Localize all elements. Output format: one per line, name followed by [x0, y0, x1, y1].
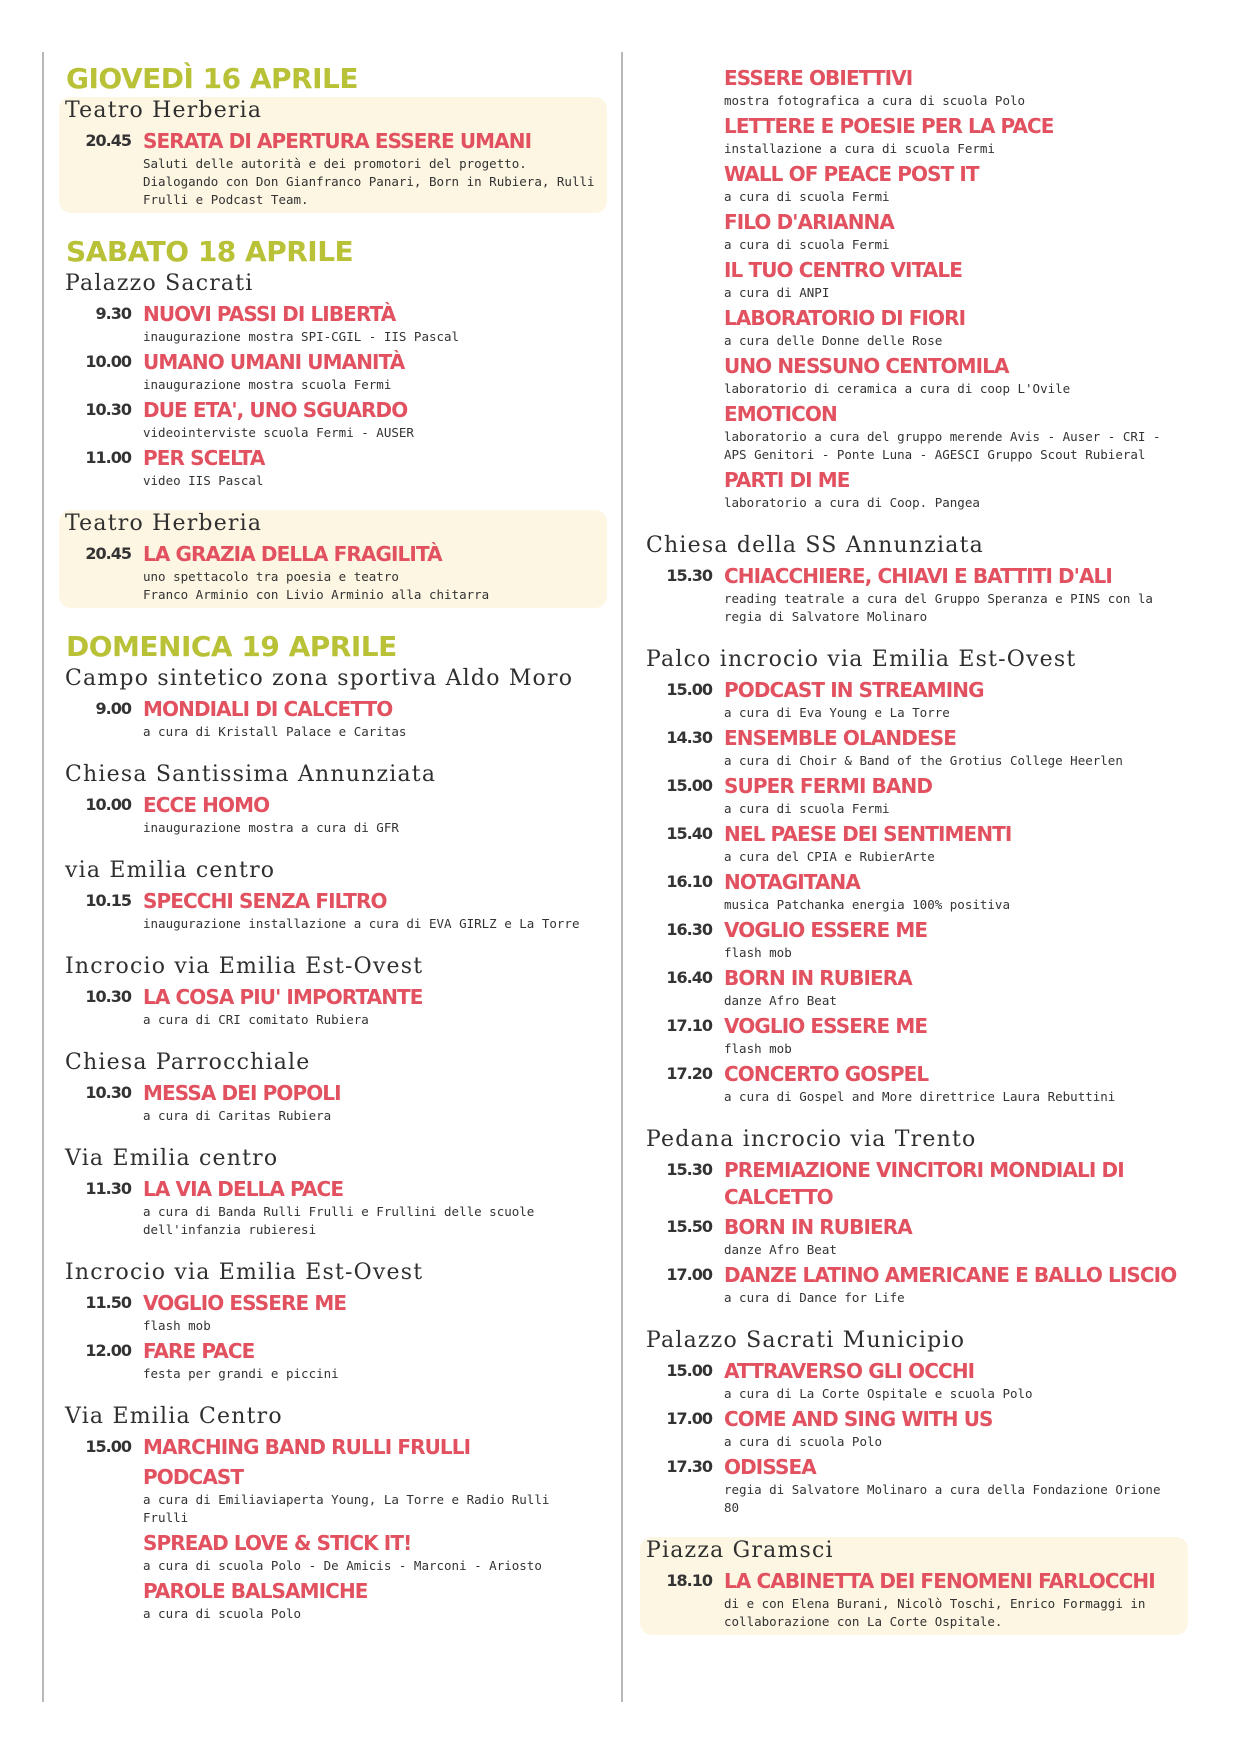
venue-section [59, 97, 607, 213]
event-body [143, 541, 601, 604]
event-time: 17.00 [666, 1409, 712, 1428]
event-time: 15.30 [666, 1160, 712, 1179]
event-title: LETTERE E POESIE PER LA PACE [724, 114, 1054, 138]
event-row [65, 1080, 601, 1125]
event-description: mostra fotografica a cura di scuola Polo [724, 93, 1026, 108]
event-description: laboratorio a cura di Coop. Pangea [724, 495, 980, 510]
event-body [143, 301, 601, 346]
event-time: 14.30 [666, 728, 712, 747]
event-time: 17.00 [666, 1265, 712, 1284]
event-time: 16.40 [666, 968, 712, 987]
venue-name: Pedana incrocio via Trento [646, 1127, 977, 1152]
event-row [65, 1290, 601, 1335]
event-body [143, 1080, 601, 1125]
event-title: CHIACCHIERE, CHIAVI E BATTITI D'ALI [724, 564, 1112, 588]
event-title: LA CABINETTA DEI FENOMENI FARLOCCHI [724, 1569, 1155, 1593]
event-time: 17.20 [666, 1064, 712, 1083]
venue-section [640, 1327, 1188, 1521]
event-time: 16.30 [666, 920, 712, 939]
event-title: DUE ETA', UNO SGUARDO [143, 398, 408, 422]
event-row [65, 128, 601, 209]
event-time: 20.45 [85, 544, 131, 563]
event-title: PREMIAZIONE VINCITORI MONDIALI DI CALCETTO [724, 1158, 1124, 1209]
event-row [65, 541, 601, 604]
event-time: 18.10 [666, 1571, 712, 1590]
event-body [724, 467, 1182, 512]
venue-section [59, 665, 607, 745]
event-time: 15.00 [666, 680, 712, 699]
venue-name: Incrocio via Emilia Est-Ovest [65, 1260, 424, 1285]
event-time: 11.50 [85, 1293, 131, 1312]
venue-name: Incrocio via Emilia Est-Ovest [65, 954, 424, 979]
event-body [724, 1358, 1182, 1403]
event-row [646, 1214, 1182, 1259]
event-description: a cura di scuola Polo [143, 1606, 302, 1621]
event-title: LA COSA PIU' IMPORTANTE [143, 985, 423, 1009]
event-body [724, 563, 1182, 626]
event-description: laboratorio a cura del gruppo merende Avis - Auser - CRI - APS Genitori - Ponte Luna - AGESCI Gruppo Scout Rubieral [724, 429, 1161, 462]
event-row [65, 1530, 601, 1575]
event-row [646, 1061, 1182, 1106]
event-description: inaugurazione mostra SPI-CGIL - IIS Pascal [143, 329, 460, 344]
event-title: FARE PACE [143, 1339, 255, 1363]
venue-name: Piazza Gramsci [646, 1538, 834, 1563]
event-body [724, 305, 1182, 350]
venue-name: via Emilia centro [65, 858, 276, 883]
event-row [646, 353, 1182, 398]
event-body [724, 773, 1182, 818]
event-title: MESSA DEI POPOLI [143, 1081, 341, 1105]
event-body [143, 696, 601, 741]
event-row [65, 397, 601, 442]
event-description: inaugurazione mostra a cura di GFR [143, 820, 399, 835]
event-title: BORN IN RUBIERA [724, 966, 912, 990]
event-description: a cura di scuola Fermi [724, 189, 890, 204]
event-time: 10.15 [85, 891, 131, 910]
event-time: 16.10 [666, 872, 712, 891]
event-description: a cura di Emiliaviaperta Young, La Torre e Radio Rulli Frulli [143, 1492, 550, 1525]
event-description: videointerviste scuola Fermi - AUSER [143, 425, 414, 440]
event-body [724, 209, 1182, 254]
event-body [724, 677, 1182, 722]
venue-section [640, 532, 1188, 630]
venue-section [640, 1126, 1188, 1311]
event-row [65, 696, 601, 741]
event-title: VOGLIO ESSERE ME [724, 1014, 928, 1038]
venue-section [59, 1145, 607, 1243]
event-row [646, 821, 1182, 866]
event-title: SPREAD LOVE & STICK IT! [143, 1531, 412, 1555]
event-row [646, 305, 1182, 350]
event-description: inaugurazione installazione a cura di EVA GIRLZ e La Torre [143, 916, 580, 931]
event-body [143, 397, 601, 442]
event-row [646, 401, 1182, 464]
event-row [65, 1338, 601, 1383]
venue-section [640, 646, 1188, 1110]
venue-section [640, 65, 1188, 516]
event-time: 10.00 [85, 795, 131, 814]
event-time: 15.30 [666, 566, 712, 585]
event-body [724, 1568, 1182, 1631]
event-description: a cura di Kristall Palace e Caritas [143, 724, 407, 739]
venue-section [640, 1537, 1188, 1635]
event-description: a cura di Banda Rulli Frulli e Frullini delle scuole dell'infanzia rubieresi [143, 1204, 535, 1237]
venue-section [59, 953, 607, 1033]
event-row [646, 1013, 1182, 1058]
event-time: 15.40 [666, 824, 712, 843]
event-title: MARCHING BAND RULLI FRULLI [143, 1435, 471, 1459]
event-description: a cura di ANPI [724, 285, 830, 300]
event-row [646, 1358, 1182, 1403]
event-row [65, 984, 601, 1029]
event-title: CONCERTO GOSPEL [724, 1062, 929, 1086]
event-row [65, 792, 601, 837]
event-row [646, 1454, 1182, 1517]
venue-section [59, 1049, 607, 1129]
event-title: PARTI DI ME [724, 468, 850, 492]
event-body [143, 1530, 601, 1575]
event-row [646, 1406, 1182, 1451]
event-description: reading teatrale a cura del Gruppo Speranza e PINS con la regia di Salvatore Molinaro [724, 591, 1153, 624]
venue-name: Palazzo Sacrati [65, 271, 254, 296]
event-row [646, 1262, 1182, 1307]
event-row [646, 677, 1182, 722]
event-title: EMOTICON [724, 402, 837, 426]
event-body [724, 1214, 1182, 1259]
event-time: 17.10 [666, 1016, 712, 1035]
event-description: uno spettacolo tra poesia e teatro Franco Arminio con Livio Arminio alla chitarra [143, 569, 490, 602]
event-title: SUPER FERMI BAND [724, 774, 933, 798]
event-body [724, 1013, 1182, 1058]
event-body [143, 1338, 601, 1383]
event-title: DANZE LATINO AMERICANE E BALLO LISCIO [724, 1263, 1177, 1287]
venue-section [59, 761, 607, 841]
event-row [65, 888, 601, 933]
event-time: 17.30 [666, 1457, 712, 1476]
event-body [724, 257, 1182, 302]
event-body [143, 1290, 601, 1335]
venue-name: Via Emilia Centro [65, 1404, 283, 1429]
event-row [646, 467, 1182, 512]
event-body [143, 888, 601, 933]
event-description: laboratorio di ceramica a cura di coop L'Ovile [724, 381, 1071, 396]
venue-section [59, 857, 607, 937]
event-description: a cura di scuola Fermi [724, 801, 890, 816]
event-body [724, 1061, 1182, 1106]
event-description: a cura di scuola Polo [724, 1434, 883, 1449]
event-title: ECCE HOMO [143, 793, 270, 817]
event-description: a cura di Choir & Band of the Grotius College Heerlen [724, 753, 1123, 768]
event-row [65, 445, 601, 490]
event-description: di e con Elena Burani, Nicolò Toschi, Enrico Formaggi in collaborazione con La Corte Ospitale. [724, 1596, 1146, 1629]
event-row [65, 349, 601, 394]
event-time: 15.00 [666, 1361, 712, 1380]
event-description: a cura del CPIA e RubierArte [724, 849, 935, 864]
event-description: flash mob [143, 1318, 211, 1333]
event-row [646, 113, 1182, 158]
event-title: ODISSEA [724, 1455, 816, 1479]
event-row [646, 209, 1182, 254]
event-description: inaugurazione mostra scuola Fermi [143, 377, 392, 392]
event-row [65, 301, 601, 346]
day-heading: SABATO 18 APRILE [66, 235, 354, 268]
event-body [143, 349, 601, 394]
event-time: 11.00 [85, 448, 131, 467]
venue-name: Palco incrocio via Emilia Est-Ovest [646, 647, 1077, 672]
event-description: flash mob [724, 1041, 792, 1056]
event-title: ENSEMBLE OLANDESE [724, 726, 956, 750]
event-title: PODCAST IN STREAMING [724, 678, 984, 702]
venue-section [59, 270, 607, 494]
event-body [724, 869, 1182, 914]
event-time: 11.30 [85, 1179, 131, 1198]
event-title: NUOVI PASSI DI LIBERTÀ [143, 302, 396, 326]
event-time: 15.50 [666, 1217, 712, 1236]
event-row [646, 1157, 1182, 1211]
event-description: musica Patchanka energia 100% positiva [724, 897, 1010, 912]
event-title: MONDIALI DI CALCETTO [143, 697, 393, 721]
event-body [724, 1454, 1182, 1517]
event-time: 20.45 [85, 131, 131, 150]
event-description: a cura di Eva Young e La Torre [724, 705, 950, 720]
event-title: COME AND SING WITH US [724, 1407, 993, 1431]
event-body [724, 1157, 1182, 1211]
event-description: a cura di CRI comitato Rubiera [143, 1012, 369, 1027]
event-title: ATTRAVERSO GLI OCCHI [724, 1359, 975, 1383]
event-body [143, 1464, 601, 1527]
event-row [646, 869, 1182, 914]
event-body [143, 792, 601, 837]
event-time: 12.00 [85, 1341, 131, 1360]
event-row [646, 257, 1182, 302]
event-description: a cura di La Corte Ospitale e scuola Polo [724, 1386, 1033, 1401]
event-description: flash mob [724, 945, 792, 960]
event-time: 9.00 [95, 699, 131, 718]
venue-section [59, 510, 607, 608]
event-title: UNO NESSUNO CENTOMILA [724, 354, 1009, 378]
left-column [59, 62, 607, 1627]
right-column [640, 62, 1188, 1635]
event-row [65, 1464, 601, 1527]
event-title: SERATA DI APERTURA ESSERE UMANI [143, 129, 532, 153]
event-body [143, 128, 601, 209]
event-title: PAROLE BALSAMICHE [143, 1579, 368, 1603]
event-time: 10.30 [85, 1083, 131, 1102]
event-title: VOGLIO ESSERE ME [143, 1291, 347, 1315]
event-description: a cura di scuola Polo - De Amicis - Marconi - Ariosto [143, 1558, 542, 1573]
event-row [646, 563, 1182, 626]
event-body [724, 821, 1182, 866]
event-body [724, 917, 1182, 962]
event-time: 10.00 [85, 352, 131, 371]
event-body [724, 353, 1182, 398]
event-description: Saluti delle autorità e dei promotori del progetto. Dialogando con Don Gianfranco Panari, Born in Rubiera, Rulli Frulli e Podcast Team. [143, 156, 595, 207]
venue-name: Palazzo Sacrati Municipio [646, 1328, 966, 1353]
event-row [646, 725, 1182, 770]
event-description: festa per grandi e piccini [143, 1366, 339, 1381]
event-title: NEL PAESE DEI SENTIMENTI [724, 822, 1012, 846]
event-description: installazione a cura di scuola Fermi [724, 141, 995, 156]
event-body [143, 1578, 601, 1623]
event-row [65, 1434, 601, 1461]
event-row [646, 65, 1182, 110]
event-description: danze Afro Beat [724, 1242, 837, 1257]
event-body [143, 445, 601, 490]
event-description: video IIS Pascal [143, 473, 264, 488]
day-heading: GIOVEDÌ 16 APRILE [66, 62, 359, 95]
event-title: BORN IN RUBIERA [724, 1215, 912, 1239]
event-body [724, 401, 1182, 464]
event-row [65, 1176, 601, 1239]
event-title: SPECCHI SENZA FILTRO [143, 889, 387, 913]
event-body [143, 1176, 601, 1239]
event-title: UMANO UMANI UMANITÀ [143, 350, 405, 374]
event-description: a cura di Caritas Rubiera [143, 1108, 332, 1123]
event-row [65, 1578, 601, 1623]
event-title: PER SCELTA [143, 446, 265, 470]
event-body [724, 113, 1182, 158]
event-title: ESSERE OBIETTIVI [724, 66, 913, 90]
event-description: a cura di Dance for Life [724, 1290, 905, 1305]
event-title: VOGLIO ESSERE ME [724, 918, 928, 942]
event-time: 15.00 [666, 776, 712, 795]
event-body [724, 725, 1182, 770]
venue-section [59, 1259, 607, 1387]
venue-name: Chiesa Parrocchiale [65, 1050, 311, 1075]
event-time: 10.30 [85, 400, 131, 419]
event-title: PODCAST [143, 1465, 244, 1489]
event-body [724, 965, 1182, 1010]
venue-name: Teatro Herberia [65, 98, 263, 123]
venue-name: Teatro Herberia [65, 511, 263, 536]
event-row [646, 161, 1182, 206]
event-description: a cura delle Donne delle Rose [724, 333, 943, 348]
event-title: LA VIA DELLA PACE [143, 1177, 344, 1201]
event-row [646, 965, 1182, 1010]
venue-name: Via Emilia centro [65, 1146, 279, 1171]
event-body [724, 1406, 1182, 1451]
column-divider [621, 52, 623, 1702]
event-title: FILO D'ARIANNA [724, 210, 894, 234]
event-title: NOTAGITANA [724, 870, 860, 894]
event-title: LABORATORIO DI FIORI [724, 306, 966, 330]
event-description: a cura di scuola Fermi [724, 237, 890, 252]
event-time: 10.30 [85, 987, 131, 1006]
event-row [646, 1568, 1182, 1631]
event-title: IL TUO CENTRO VITALE [724, 258, 962, 282]
event-body [143, 984, 601, 1029]
event-description: regia di Salvatore Molinaro a cura della Fondazione Orione 80 [724, 1482, 1161, 1515]
event-description: danze Afro Beat [724, 993, 837, 1008]
event-title: WALL OF PEACE POST IT [724, 162, 979, 186]
event-body [724, 65, 1182, 110]
event-row [646, 917, 1182, 962]
event-body [724, 161, 1182, 206]
event-body [724, 1262, 1182, 1307]
day-heading: DOMENICA 19 APRILE [66, 630, 397, 663]
venue-name: Campo sintetico zona sportiva Aldo Moro [65, 666, 574, 691]
left-margin-rule [42, 52, 44, 1702]
event-title: LA GRAZIA DELLA FRAGILITÀ [143, 542, 442, 566]
event-description: a cura di Gospel and More direttrice Laura Rebuttini [724, 1089, 1116, 1104]
venue-name: Chiesa Santissima Annunziata [65, 762, 437, 787]
venue-name: Chiesa della SS Annunziata [646, 533, 984, 558]
event-row [646, 773, 1182, 818]
event-time: 15.00 [85, 1437, 131, 1456]
venue-section [59, 1403, 607, 1627]
event-time: 9.30 [95, 304, 131, 323]
event-body [143, 1434, 601, 1461]
